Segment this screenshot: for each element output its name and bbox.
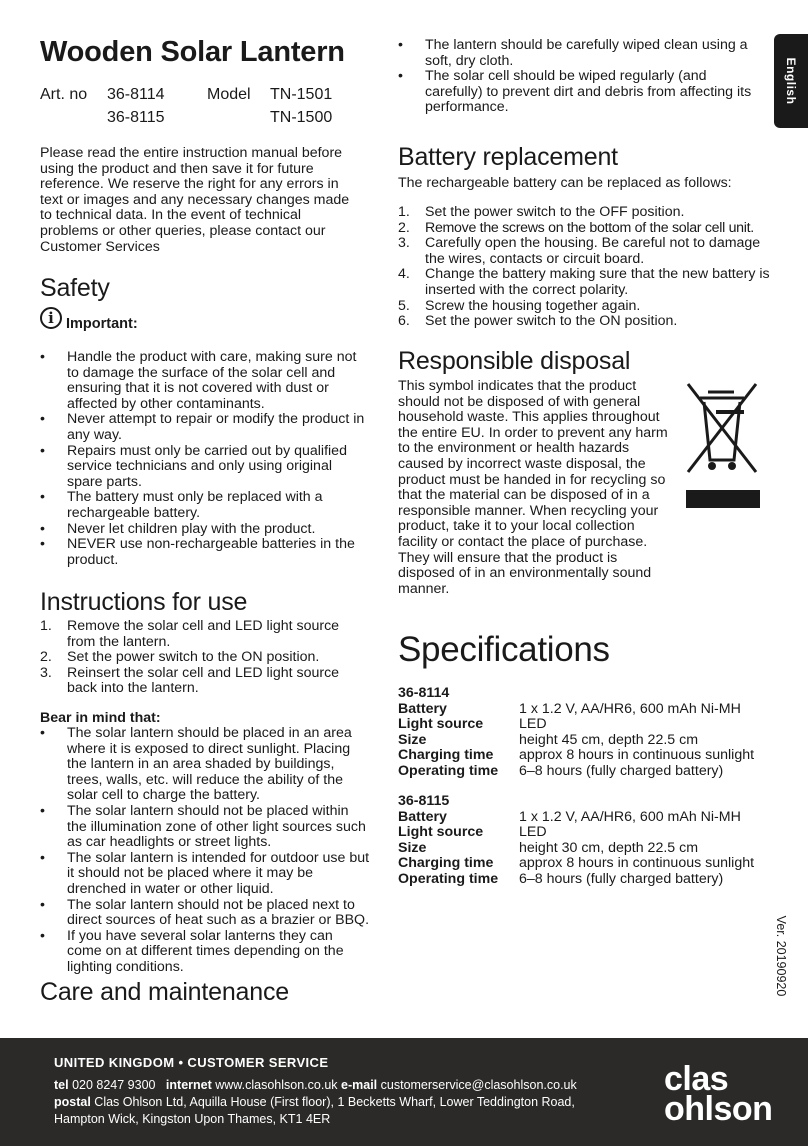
list-item: 4. Change the battery making sure that the new battery is inserted with the correct polarity. [398, 266, 770, 298]
spec-row: Light source LED [398, 824, 547, 841]
website-link[interactable]: www.clasohlson.co.uk [215, 1078, 338, 1092]
spec-row: Operating time 6–8 hours (fully charged battery) [398, 762, 724, 779]
list-item: • The solar cell should be wiped regularly (and carefully) to prevent dirt and debris from affecting its performance. [398, 68, 752, 116]
info-icon: i [40, 307, 62, 329]
intro-text: Please read the entire instruction manual before using the product and then save it for future reference. We reserve the right for any errors in text or images and any necessary changes made to technical data. In the event of technical problems or other queries, please contact our Customer Services [40, 145, 350, 255]
spec-block-2 [398, 794, 754, 888]
bear-in-mind-heading: Bear in mind that: [40, 710, 161, 726]
list-item: 1. Remove the solar cell and LED light source from the lantern. [40, 618, 340, 650]
list-item: 5. Screw the housing together again. [398, 297, 641, 314]
language-tab-label: English [784, 57, 798, 105]
spec-row: Charging time approx 8 hours in continuous sunlight [398, 855, 755, 872]
list-item: • The battery must only be replaced with a rechargeable battery. [40, 489, 323, 521]
list-item: • The solar lantern should not be placed within the illumination zone of other light sources such as car headlights or street lights. [40, 802, 366, 851]
list-item: 2. Set the power switch to the ON position. [40, 649, 320, 666]
list-item: • Never let children play with the product. [40, 520, 316, 537]
spec-row: Battery 1 x 1.2 V, AA/HR6, 600 mAh Ni-MH [398, 700, 741, 717]
phone-number[interactable]: 020 8247 9300 [72, 1078, 156, 1092]
list-item: 1. Set the power switch to the OFF position. [398, 204, 685, 220]
art-label: Art. no [40, 86, 88, 103]
safety-heading: Safety [40, 274, 110, 302]
spec-model-code: 36-8115 [398, 793, 450, 809]
footer [0, 1038, 808, 1146]
footer-postal-line-2: Hampton Wick, Kingston Upon Thames, KT1 4ER [54, 1112, 331, 1126]
spec-row: Charging time approx 8 hours in continuous sunlight [398, 747, 755, 764]
version-label: Ver. 20190920 [774, 915, 788, 997]
disposal-heading: Responsible disposal [398, 347, 631, 375]
list-item: • Handle the product with care, making sure not to damage the surface of the solar cell and ensuring that it is not covered with dust or affected by other contaminants. [40, 349, 357, 412]
email-link[interactable]: customerservice@clasohlson.co.uk [380, 1078, 577, 1092]
safety-list [40, 350, 370, 568]
language-tab [774, 34, 808, 128]
page-title: Wooden Solar Lantern [40, 36, 345, 68]
specs-heading: Specifications [398, 630, 610, 669]
important-label: Important: [66, 316, 138, 332]
disposal-text: This symbol indicates that the product should not be disposed of with general household waste. This applies throughout the entire EU. In order to prevent any harm to the environment or health hazards caused by incorrect waste disposal, the product must be handed in for recycling so that the material can be disposed of in a responsible manner. When recycling your product, take it to your local collection facility or contact the place of purchase. They will ensure that the product is disposed of in an environmentally sound manner. [398, 378, 668, 597]
battery-intro: The rechargeable battery can be replaced as follows: [398, 175, 732, 191]
list-item: 2. Remove the screws on the bottom of the solar cell unit. [398, 219, 754, 236]
battery-heading: Battery replacement [398, 143, 618, 171]
list-item: • Never attempt to repair or modify the product in any way. [40, 411, 365, 443]
footer-title: UNITED KINGDOM • CUSTOMER SERVICE [54, 1055, 329, 1070]
model-label: Model [207, 86, 251, 103]
list-item: • NEVER use non-rechargeable batteries in the product. [40, 536, 355, 568]
spec-block-1 [398, 686, 754, 780]
spec-row: Size height 45 cm, depth 22.5 cm [398, 731, 699, 748]
spec-row: Battery 1 x 1.2 V, AA/HR6, 600 mAh Ni-MH [398, 808, 741, 825]
weee-crossed-bin-icon [682, 378, 762, 508]
art-number-1: 36-8114 [107, 86, 165, 103]
spec-row: Size height 30 cm, depth 22.5 cm [398, 839, 699, 856]
spec-model-code: 36-8114 [398, 685, 450, 701]
list-item: 3. Reinsert the solar cell and LED light source back into the lantern. [40, 664, 340, 697]
spec-row: Operating time 6–8 hours (fully charged battery) [398, 870, 724, 887]
instructions-heading: Instructions for use [40, 588, 248, 616]
model-number-1: TN-1501 [270, 86, 333, 103]
bear-in-mind-list [40, 726, 370, 976]
footer-postal-line: postal Clas Ohlson Ltd, Aquilla House (First floor), 1 Becketts Wharf, Lower Teddington Road, [54, 1095, 575, 1109]
footer-contact-line: tel 020 8247 9300 internet www.clasohlson.co.uk e-mail customerservice@clasohlson.co.uk [54, 1078, 577, 1092]
model-number-2: TN-1500 [270, 109, 333, 126]
list-item: • The solar lantern should be placed in an area where it is exposed to direct sunlight. Placing the lantern in an area shaded by buildings, trees, walls, etc. will reduce the ability of the solar cell to charge the battery. [40, 725, 352, 804]
spec-row: Light source LED [398, 716, 547, 733]
list-item: • The solar lantern should not be placed next to direct sources of heat such as a brazier or BBQ. [40, 896, 370, 929]
list-item: • If you have several solar lanterns they can come on at different times depending on the lighting conditions. [40, 927, 344, 975]
instructions-list [40, 619, 370, 697]
clas-ohlson-logo: clas ohlson [664, 1060, 773, 1128]
care-list [398, 38, 768, 116]
art-number-2: 36-8115 [107, 109, 165, 126]
list-item: • Repairs must only be carried out by qualified service technicians and only using original spare parts. [40, 442, 347, 490]
battery-steps [398, 205, 770, 330]
list-item: • The lantern should be carefully wiped clean using a soft, dry cloth. [398, 37, 748, 69]
list-item: 6. Set the power switch to the ON position. [398, 313, 678, 330]
care-heading: Care and maintenance [40, 978, 289, 1006]
list-item: • The solar lantern is intended for outdoor use but it should not be placed where it may be drenched in water or other liquid. [40, 849, 370, 897]
important-note [40, 308, 138, 332]
list-item: 3. Carefully open the housing. Be careful not to damage the wires, contacts or circuit board. [398, 235, 761, 267]
